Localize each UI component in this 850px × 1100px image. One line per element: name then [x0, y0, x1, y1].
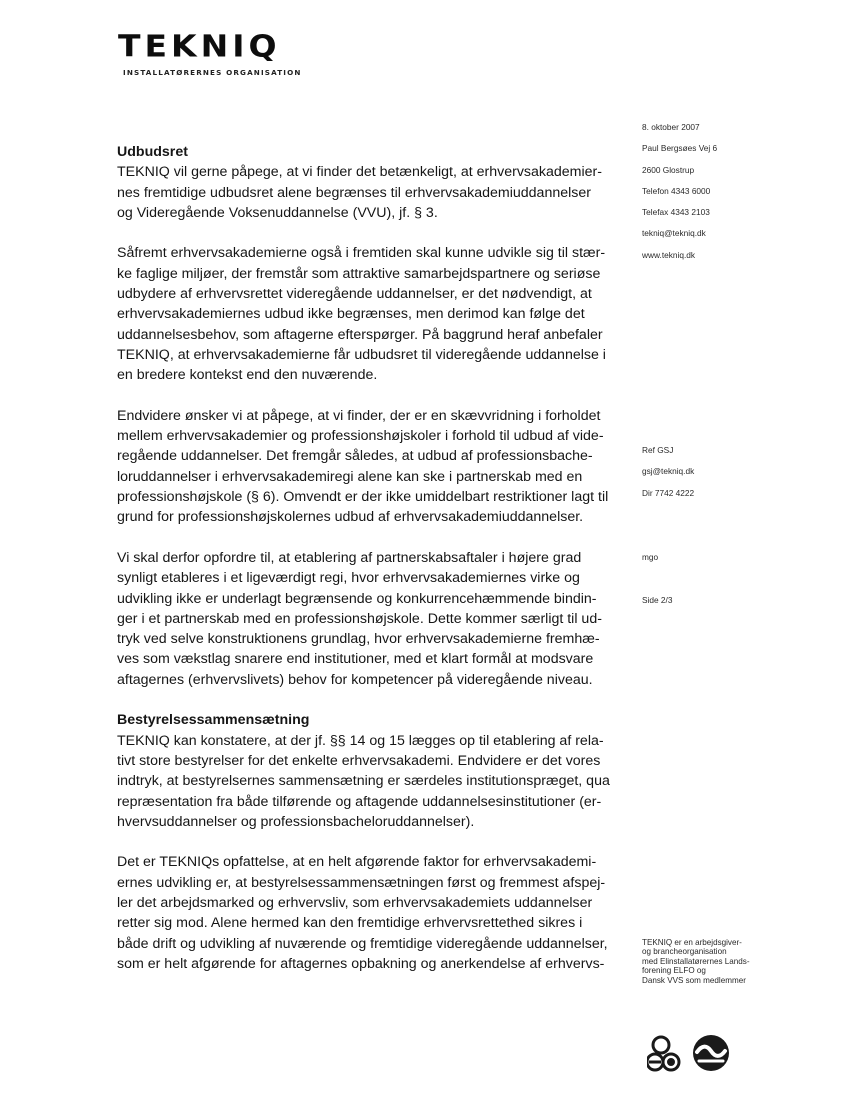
- elfo-logo-icon: [647, 1037, 679, 1070]
- page-number: Side 2/3: [642, 595, 673, 605]
- section-heading-udbudsret: Udbudsret: [117, 144, 188, 160]
- letter-date: 8. oktober 2007: [642, 122, 700, 132]
- text-line: hvervsuddannelser og professionsbacheloruddannelser).: [117, 813, 475, 830]
- text-line: både drift og udvikling af nuværende og fremtidige videregående uddannelser,: [117, 935, 608, 952]
- reference: Ref GSJ: [642, 445, 674, 455]
- text-line: nes fremtidige udbudsret alene begrænses til erhvervsakademiuddannelser: [117, 184, 591, 201]
- direct-phone: Dir 7742 4222: [642, 487, 695, 498]
- text-line: TEKNIQ vil gerne påpege, at vi finder det betænkeligt, at erhvervsakademier-: [117, 164, 602, 181]
- sender-phone: Telefon 4343 6000: [642, 185, 711, 196]
- text-line: repræsentation fra både tilførende og aftagende uddannelsesinstitutioner (er-: [117, 793, 602, 810]
- text-line: Endvidere ønsker vi at påpege, at vi finder, der er en skævvridning i forholdet: [117, 407, 601, 424]
- paragraph-2: [117, 243, 627, 385]
- footer-line: Dansk VVS som medlemmer: [642, 975, 746, 985]
- text-line: Vi skal derfor opfordre til, at etablering af partnerskabsaftaler i højere grad: [117, 549, 582, 566]
- text-line: regående uddannelser. Det fremgår således, at udbud af professionsbache-: [117, 448, 593, 465]
- reference-email: gsj@tekniq.dk: [642, 466, 695, 477]
- paragraph-5: [117, 731, 627, 832]
- text-line: ke faglige miljøer, der fremstår som attraktive samarbejdspartnere og seriøse: [117, 265, 601, 282]
- sender-address: Paul Bergsøes Vej 6: [642, 143, 718, 154]
- footer-line: forening ELFO og: [642, 966, 706, 976]
- paragraph-4: [117, 548, 627, 690]
- text-line: ves som vækstlag snarere end institutioner, med et klart formål at modsvare: [117, 651, 594, 668]
- sender-web: www.tekniq.dk: [642, 249, 696, 260]
- text-line: ler det arbejdsmarked og erhvervsliv, som erhvervsakademiets uddannelser: [117, 894, 593, 911]
- sender-postal: 2600 Glostrup: [642, 164, 695, 175]
- text-line: mellem erhvervsakademier og professionshøjskoler i forhold til udbud af vide-: [117, 428, 604, 445]
- text-line: uddannelsesbehov, som aftagerne efterspørger. På baggrund heraf anbefaler: [117, 326, 603, 343]
- text-line: udbydere af erhvervsrettet videregående uddannelser, er det nødvendigt, at: [117, 286, 592, 303]
- text-line: TEKNIQ kan konstatere, at der jf. §§ 14 og 15 lægges op til etablering af rela-: [117, 732, 604, 749]
- text-line: udvikling ikke er underlagt begrænsende og konkurrencehæmmende bindin-: [117, 590, 597, 607]
- text-line: indtryk, at bestyrelsernes sammensætning er særdeles institutionspræget, qua: [117, 773, 610, 790]
- dansk-vvs-logo-icon: [693, 1035, 729, 1071]
- tekniq-logo: [118, 30, 302, 77]
- text-line: ger i et partnerskab med en professionshøjskole. Dette kommer særligt til ud-: [117, 610, 602, 627]
- footer-line: og brancheorganisation: [642, 947, 727, 957]
- text-line: ernes udvikling er, at bestyrelsessammensætningen først og fremmest afspej-: [117, 874, 606, 891]
- footer-line: med Elinstallatørernes Lands-: [642, 956, 750, 966]
- section-heading-bestyrelse: Bestyrelsessammensætning: [117, 712, 310, 729]
- text-line: grund for professionshøjskolernes udbud af erhvervsakademiuddannelser.: [117, 509, 584, 526]
- reference-info: [642, 440, 792, 504]
- organisation-footer: [642, 938, 792, 985]
- text-line: en bredere kontekst end den nuværende.: [117, 367, 378, 384]
- text-line: retter sig mod. Alene hermed kan den fremtidige erhvervsrettethed sikres i: [117, 915, 583, 932]
- text-line: Det er TEKNIQs opfattelse, at en helt afgørende faktor for erhvervsakademi-: [117, 854, 597, 871]
- member-logos: [647, 1032, 739, 1083]
- text-line: TEKNIQ, at erhvervsakademierne får udbudsret til videregående uddannelse i: [117, 346, 606, 363]
- text-line: professionshøjskole (§ 6). Omvendt er der ikke umiddelbart restriktioner lagt til: [117, 489, 609, 506]
- letter-body: [117, 142, 627, 994]
- text-line: og Videregående Voksenuddannelse (VVU), jf. § 3.: [117, 204, 438, 221]
- text-line: loruddannelser i erhvervsakademiregi alene kan ske i partnerskab med en: [117, 468, 583, 485]
- sender-email: tekniq@tekniq.dk: [642, 228, 706, 239]
- logo-subtitle: INSTALLATØRERNES ORGANISATION: [123, 68, 302, 77]
- text-line: synligt etableres i et ligeværdigt regi, hvor erhvervsakademiernes virke og: [117, 570, 580, 587]
- text-line: som er helt afgørende for aftagernes opbakning og anerkendelse af erhvervs-: [117, 955, 605, 972]
- sender-info: [642, 117, 792, 266]
- paragraph-6: [117, 852, 627, 974]
- sender-fax: Telefax 4343 2103: [642, 207, 710, 218]
- paragraph-1: [117, 162, 627, 223]
- text-line: Såfremt erhvervsakademierne også i fremtiden skal kunne udvikle sig til stær-: [117, 245, 606, 262]
- text-line: aftagernes (erhvervslivets) behov for kompetencer på videregående niveau.: [117, 671, 593, 688]
- initials: mgo: [642, 552, 659, 562]
- text-line: tryk ved selve konstruktionens grundlag, hvor erhvervsakademierne fremhæ-: [117, 631, 600, 648]
- text-line: tivt store bestyrelser for det enkelte erhvervsakademi. Endvidere er det vores: [117, 752, 601, 769]
- footer-line: TEKNIQ er en arbejdsgiver-: [642, 938, 742, 947]
- logo-wordmark: TEKNIQ: [118, 28, 281, 65]
- text-line: erhvervsakademiernes udbud ikke begrænses, men derimod kan følge det: [117, 306, 585, 323]
- paragraph-3: [117, 406, 627, 528]
